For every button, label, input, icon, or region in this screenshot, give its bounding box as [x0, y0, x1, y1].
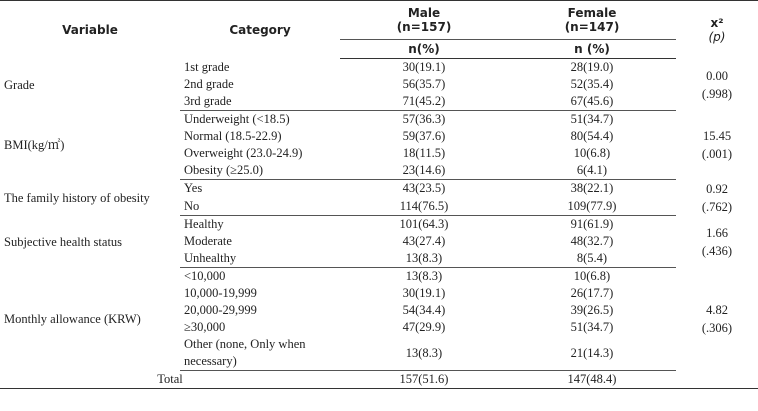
chi-square-cell — [676, 268, 758, 371]
category-cell: ≥30,000 — [184, 320, 226, 334]
p-value: (.001) — [701, 147, 733, 161]
header-male-unit: n(%) — [340, 40, 508, 59]
chi-square-value: 1.66 — [706, 225, 728, 240]
category-cell: Underweight (<18.5) — [184, 112, 290, 126]
male-value-cell: 54(34.4) — [402, 303, 446, 317]
female-value-cell: 38(22.1) — [570, 181, 614, 196]
header-chi-symbol: x² — [710, 15, 724, 30]
male-value-cell: 13(8.3) — [340, 336, 508, 371]
table-row — [0, 180, 758, 198]
female-value-cell: 48(32.7) — [570, 234, 614, 248]
female-value-cell: 10(6.8) — [573, 269, 611, 283]
female-value-cell: 109(77.9) — [508, 198, 676, 216]
table-row — [0, 268, 758, 286]
header-variable: Variable — [0, 1, 180, 59]
variable-cell: BMI(kg/㎡) — [4, 138, 65, 152]
chi-square-value: 15.45 — [702, 129, 732, 143]
category-cell: 2nd grade — [184, 77, 234, 91]
male-value-cell: 56(35.7) — [402, 77, 446, 91]
female-value-cell: 21(14.3) — [508, 336, 676, 371]
male-value-cell: 114(76.5) — [340, 198, 508, 216]
male-value-cell: 23(14.6) — [340, 162, 508, 180]
header-female-label: Female — [567, 6, 617, 20]
female-value-cell: 52(35.4) — [570, 77, 614, 91]
chi-square-value: 0.00 — [706, 68, 728, 83]
variable-cell: Monthly allowance (KRW) — [4, 312, 141, 326]
category-cell: Yes — [184, 181, 203, 196]
category-cell: Moderate — [184, 234, 232, 248]
male-value-cell: 71(45.2) — [340, 93, 508, 111]
male-value-cell: 101(64.3) — [399, 217, 449, 231]
header-chi-square — [676, 1, 758, 59]
female-value-cell: 28(19.0) — [570, 60, 614, 74]
male-value-cell: 57(36.3) — [402, 112, 446, 126]
male-value-cell: 30(19.1) — [402, 286, 446, 300]
female-value-cell: 67(45.6) — [508, 93, 676, 111]
variable-cell: Grade — [4, 77, 35, 92]
chi-square-cell — [676, 216, 758, 268]
total-empty — [676, 371, 758, 389]
table-row — [0, 111, 758, 129]
male-value-cell: 30(19.1) — [402, 60, 446, 74]
header-male-n: (n=157) — [396, 20, 452, 34]
female-value-cell: 91(61.9) — [570, 217, 614, 231]
category-cell: Unhealthy — [180, 250, 340, 268]
total-female: 147(48.4) — [508, 371, 676, 389]
female-value-cell: 26(17.7) — [570, 286, 614, 300]
total-male: 157(51.6) — [340, 371, 508, 389]
male-value-cell: 13(8.3) — [340, 250, 508, 268]
p-value: (.436) — [701, 243, 733, 258]
category-cell: No — [180, 198, 340, 216]
total-label: Total — [0, 371, 340, 389]
female-value-cell: 8(5.4) — [508, 250, 676, 268]
chi-square-cell — [676, 111, 758, 180]
total-row — [0, 371, 758, 389]
male-value-cell: 13(8.3) — [405, 269, 443, 283]
header-female — [508, 1, 676, 40]
category-cell: Obesity (≥25.0) — [180, 162, 340, 180]
header-female-n: (n=147) — [564, 20, 620, 34]
male-value-cell: 47(29.9) — [402, 320, 446, 334]
header-male-label: Male — [407, 6, 441, 20]
female-value-cell: 6(4.1) — [508, 162, 676, 180]
p-value: (.762) — [701, 199, 733, 214]
category-cell: 3rd grade — [180, 93, 340, 111]
variable-cell: The family history of obesity — [4, 190, 150, 205]
table-body — [0, 59, 758, 389]
category-cell: <10,000 — [184, 269, 226, 283]
male-value-cell: 43(27.4) — [402, 234, 446, 248]
header-category: Category — [180, 1, 340, 59]
category-cell: 10,000-19,999 — [184, 286, 257, 300]
variable-cell: Subjective health status — [4, 234, 123, 249]
category-cell: Overweight (23.0-24.9) — [184, 146, 303, 160]
female-value-cell: 39(26.5) — [570, 303, 614, 317]
category-cell: Normal (18.5-22.9) — [184, 129, 282, 143]
p-value: (.306) — [701, 321, 733, 335]
p-value: (.998) — [701, 86, 733, 101]
category-cell: 20,000-29,999 — [184, 303, 257, 317]
chi-square-cell — [676, 59, 758, 111]
male-value-cell: 43(23.5) — [402, 181, 446, 196]
female-value-cell: 51(34.7) — [570, 320, 614, 334]
category-cell: 1st grade — [184, 59, 230, 74]
chi-square-value: 0.92 — [706, 181, 728, 196]
header-female-unit: n (%) — [508, 40, 676, 59]
table-row — [0, 216, 758, 234]
chi-square-cell — [676, 180, 758, 216]
female-value-cell: 51(34.7) — [570, 112, 614, 126]
header-p-symbol: (p) — [708, 29, 726, 44]
category-cell: Other (none, Only when necessary) — [180, 336, 340, 371]
table-row — [0, 59, 758, 77]
category-cell: Healthy — [184, 217, 224, 231]
male-value-cell: 59(37.6) — [402, 129, 446, 143]
header-male — [340, 1, 508, 40]
chi-square-value: 4.82 — [706, 303, 728, 317]
male-value-cell: 18(11.5) — [402, 146, 446, 160]
female-value-cell: 10(6.8) — [573, 146, 611, 160]
female-value-cell: 80(54.4) — [570, 129, 614, 143]
